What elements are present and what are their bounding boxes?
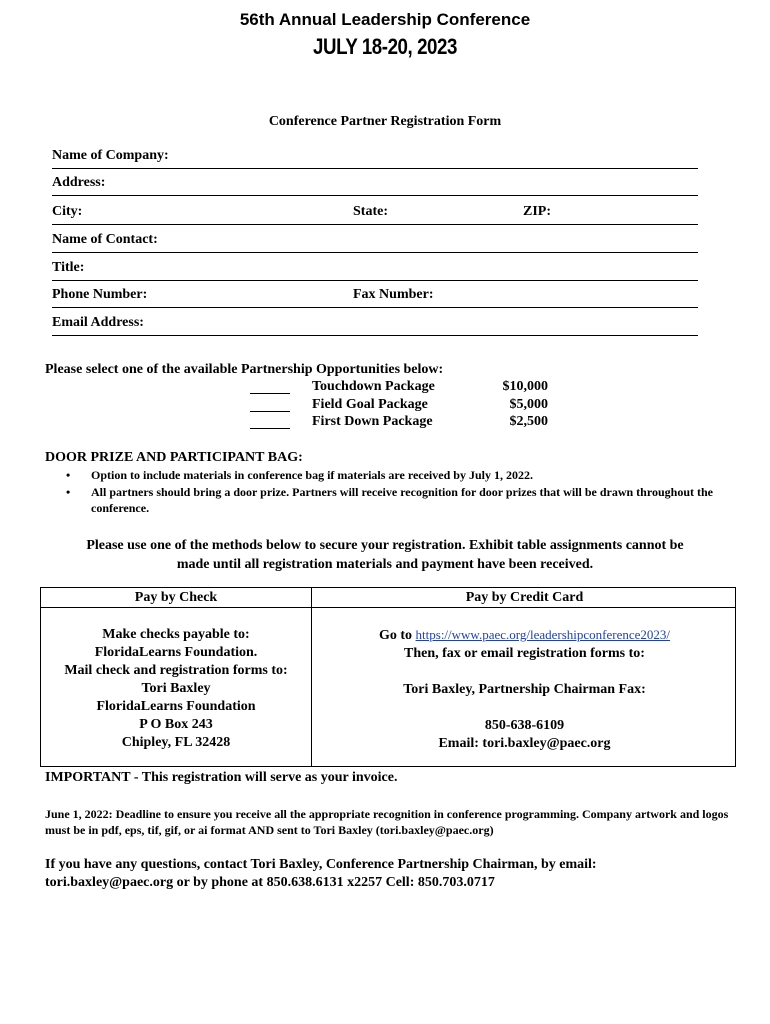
email-field[interactable] — [52, 313, 698, 336]
check-line: FloridaLearns Foundation — [96, 699, 256, 714]
pay-by-card-details — [312, 626, 737, 753]
package-option[interactable] — [250, 414, 550, 432]
pay-by-card-header: Pay by Credit Card — [465, 590, 584, 605]
state-label: State: — [353, 204, 388, 219]
contact-info — [45, 856, 735, 892]
package-select-blank[interactable] — [250, 397, 290, 412]
pay-by-check-header: Pay by Check — [134, 590, 218, 605]
contact-line: tori.baxley@paec.org or by phone at 850.638.6131 x2257 Cell: 850.703.0717 — [45, 875, 495, 890]
card-contact-name: Tori Baxley, Partnership Chairman Fax: — [403, 682, 646, 697]
list-item: • Option to include materials in conference bag if materials are received by July 1, 2022. — [62, 467, 742, 483]
check-line: Make checks payable to: — [102, 627, 250, 642]
phone-label: Phone Number: — [52, 287, 148, 302]
card-goto-text: Go to — [378, 628, 413, 643]
check-line: FloridaLearns Foundation. — [94, 645, 258, 660]
opportunities-intro: Please select one of the available Partnership Opportunities below: — [45, 362, 444, 377]
methods-instructions — [40, 536, 730, 574]
contact-line: If you have any questions, contact Tori Baxley, Conference Partnership Chairman, by email: — [45, 857, 597, 872]
company-field[interactable] — [52, 146, 698, 169]
company-label: Name of Company: — [52, 148, 169, 163]
form-title: Conference Partner Registration Form — [268, 114, 502, 129]
package-price: $2,500 — [509, 414, 548, 429]
package-price: $5,000 — [509, 397, 548, 412]
methods-line: made until all registration materials and payment have been received. — [176, 557, 594, 572]
conference-dates: JULY 18-20, 2023 — [313, 34, 457, 59]
check-line: Tori Baxley — [141, 681, 211, 696]
city-label: City: — [52, 204, 83, 219]
city-state-zip-field[interactable] — [52, 202, 698, 225]
package-name: Touchdown Package — [312, 379, 435, 394]
check-line: Mail check and registration forms to: — [64, 663, 288, 678]
payment-table — [40, 587, 736, 767]
conference-title: 56th Annual Leadership Conference — [239, 10, 531, 29]
title-label: Title: — [52, 260, 85, 275]
card-fax-number: 850-638-6109 — [484, 718, 565, 733]
phone-fax-field[interactable] — [52, 285, 698, 308]
card-email: Email: tori.baxley@paec.org — [438, 736, 611, 751]
package-select-blank[interactable] — [250, 379, 290, 394]
package-select-blank[interactable] — [250, 414, 290, 429]
conference-link[interactable]: https://www.paec.org/leadershipconference2023/ — [415, 627, 671, 642]
address-label: Address: — [52, 175, 106, 190]
zip-label: ZIP: — [523, 204, 551, 219]
address-field[interactable] — [52, 173, 698, 196]
package-name: First Down Package — [312, 414, 433, 429]
methods-line: Please use one of the methods below to secure your registration. Exhibit table assignments cannot be — [86, 538, 684, 553]
fax-label: Fax Number: — [353, 287, 434, 302]
check-line: P O Box 243 — [139, 717, 213, 732]
pay-by-check-details — [41, 626, 311, 752]
title-field[interactable] — [52, 258, 698, 281]
deadline-note: June 1, 2022: Deadline to ensure you receive all the appropriate recognition in conference programming. Company artwork and logos must be in pdf, eps, tif, gif, or ai format AND sent to Tori Baxley (tori.baxley@paec.org) — [45, 807, 729, 837]
card-then-text: Then, fax or email registration forms to: — [404, 646, 645, 661]
list-item: • All partners should bring a door prize. Partners will receive recognition for door prizes that will be drawn throughout the conference. — [62, 484, 742, 516]
package-price: $10,000 — [502, 379, 548, 394]
door-prize-heading: DOOR PRIZE AND PARTICIPANT BAG: — [45, 450, 303, 465]
package-option[interactable] — [250, 379, 550, 397]
door-prize-list — [62, 467, 742, 517]
check-line: Chipley, FL 32428 — [121, 735, 231, 750]
email-label: Email Address: — [52, 315, 144, 330]
important-note: IMPORTANT - This registration will serve as your invoice. — [45, 770, 398, 785]
package-name: Field Goal Package — [312, 397, 428, 412]
package-option[interactable] — [250, 397, 550, 415]
contact-field[interactable] — [52, 230, 698, 253]
contact-label: Name of Contact: — [52, 232, 158, 247]
